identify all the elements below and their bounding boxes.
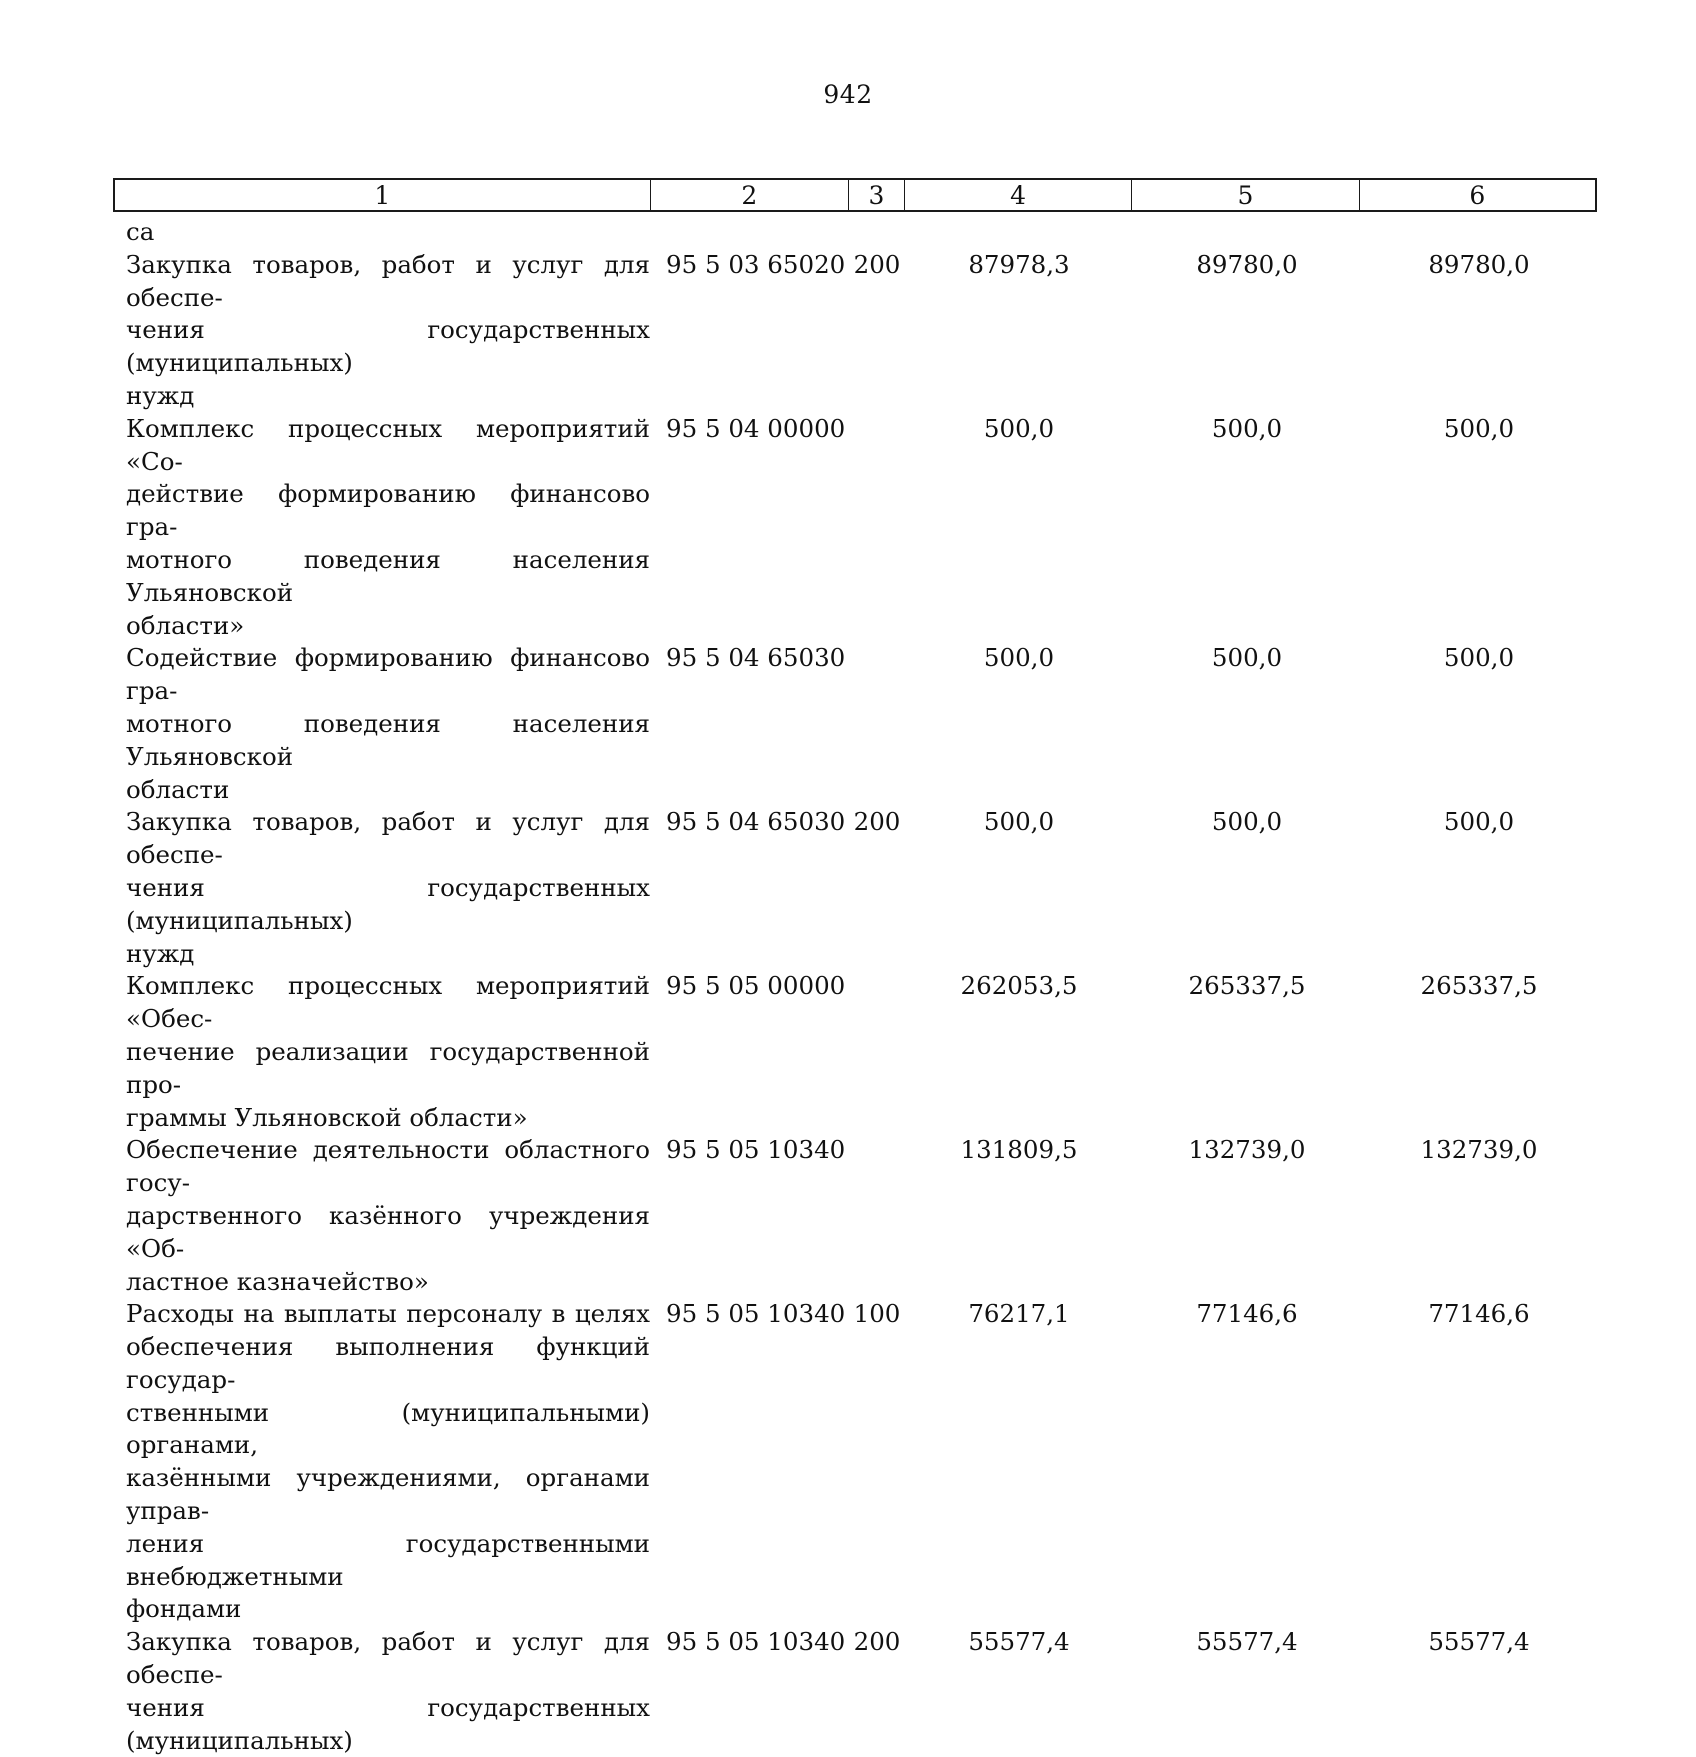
row-value-col6: 89780,0: [1428, 249, 1530, 279]
header-col-1: 1: [115, 180, 651, 210]
table-row: [113, 1626, 1597, 1757]
row-value-col4: 500,0: [983, 807, 1055, 837]
row-name-line: печение реализации государственной про-: [126, 1036, 650, 1099]
row-code: 95 5 03 65020: [666, 249, 846, 279]
table-row: [113, 249, 1597, 413]
row-value-col5: 132739,0: [1188, 1135, 1306, 1165]
row-code: 95 5 04 65030: [666, 643, 846, 673]
row-expense-type: 200: [853, 807, 901, 837]
row-expense-type: [849, 413, 905, 643]
row-code: 95 5 05 10340: [666, 1299, 846, 1329]
header-col-3: 3: [849, 180, 905, 210]
row-value-col6: 265337,5: [1420, 971, 1538, 1001]
row-name: [113, 642, 650, 806]
row-name-line: обеспечения выполнения функций государ-: [126, 1332, 650, 1394]
row-name-line: нужд: [126, 380, 195, 410]
row-value-col5: 265337,5: [1188, 971, 1306, 1001]
table-row: [113, 642, 1597, 806]
header-col-5: 5: [1132, 180, 1359, 210]
table-row: [113, 1134, 1597, 1298]
row-value-col5: 55577,4: [1196, 1627, 1298, 1657]
row-name: [113, 806, 650, 970]
row-value-col6: 77146,6: [1428, 1299, 1530, 1329]
row-expense-type: [849, 642, 905, 806]
row-code: 95 5 04 65030: [666, 807, 846, 837]
row-code: 95 5 04 00000: [666, 413, 846, 443]
header-col-6: 6: [1469, 180, 1486, 210]
row-code: 95 5 05 10340: [666, 1627, 846, 1657]
row-name-line: чения государственных (муниципальных): [126, 872, 650, 935]
row-value-col4: 500,0: [983, 643, 1055, 673]
row-name-line: Закупка товаров, работ и услуг для обеспе-: [126, 807, 650, 870]
row-value-col4: 500,0: [983, 413, 1055, 443]
row-name: [113, 1298, 650, 1626]
row-name: [113, 1134, 650, 1298]
table-row: [113, 1298, 1597, 1626]
row-expense-type: 200: [853, 1627, 901, 1657]
row-value-col4: 76217,1: [968, 1299, 1070, 1329]
row-name-line: нужд: [126, 938, 195, 968]
row-value-col4: 55577,4: [968, 1627, 1070, 1657]
row-name-line: Закупка товаров, работ и услуг для обеспе-: [126, 1627, 650, 1690]
row-code: 95 5 05 10340: [666, 1135, 846, 1165]
row-value-col6: 55577,4: [1428, 1627, 1530, 1657]
row-value-col5: 89780,0: [1196, 249, 1298, 279]
row-expense-type: [849, 1134, 905, 1298]
column-number-header: [113, 178, 1597, 212]
header-col-2: 2: [651, 180, 849, 210]
row-value-col6: 500,0: [1443, 807, 1515, 837]
row-name-line: Обеспечение деятельности областного госу-: [126, 1135, 650, 1198]
row-value-col6: 500,0: [1443, 413, 1515, 443]
row-value-col5: 500,0: [1211, 643, 1283, 673]
row-value-col4: 131809,5: [960, 1135, 1078, 1165]
row-name: [113, 413, 650, 643]
row-value-col5: 500,0: [1211, 413, 1283, 443]
row-expense-type: [849, 970, 905, 1134]
row-name-line: фондами: [126, 1594, 242, 1624]
row-value-col4: 87978,3: [968, 249, 1070, 279]
row-name-line: чения государственных (муниципальных): [126, 1692, 650, 1755]
row-code: 95 5 05 00000: [666, 971, 846, 1001]
row-value-col5: 77146,6: [1196, 1299, 1298, 1329]
row-name: [113, 249, 650, 413]
row-name-line: области: [126, 774, 230, 804]
row-name-line: ластное казначейство»: [126, 1266, 429, 1296]
header-col-4: 4: [905, 180, 1132, 210]
row-name: [113, 970, 650, 1134]
row-name-line: Закупка товаров, работ и услуг для обеспе-: [126, 249, 650, 312]
row-expense-type: 200: [853, 249, 901, 279]
row-name-line: казёнными учреждениями, органами управ-: [126, 1463, 650, 1526]
continuation-text: са: [126, 217, 155, 246]
row-name-line: Расходы на выплаты персоналу в целях: [126, 1299, 650, 1329]
row-name-line: ления государственными внебюджетными: [126, 1528, 650, 1591]
row-value-col6: 132739,0: [1420, 1135, 1538, 1165]
row-name-line: чения государственных (муниципальных): [126, 315, 650, 378]
row-name-line: области»: [126, 610, 245, 640]
row-name-line: Содействие формированию финансово гра-: [126, 643, 650, 706]
table-row: [113, 970, 1597, 1134]
row-value-col6: 500,0: [1443, 643, 1515, 673]
row-name-line: мотного поведения населения Ульяновской: [126, 544, 650, 607]
budget-table-body: [113, 216, 1597, 1757]
page-number: 942: [823, 80, 873, 109]
table-row: [113, 806, 1597, 970]
row-name-line: ственными (муниципальными) органами,: [126, 1397, 650, 1460]
row-name: [113, 1626, 650, 1757]
row-name-line: мотного поведения населения Ульяновской: [126, 708, 650, 771]
row-name-line: Комплекс процессных мероприятий «Обес-: [126, 971, 650, 1034]
row-name-line: дарственного казённого учреждения «Об-: [126, 1200, 650, 1263]
row-name-line: Комплекс процессных мероприятий «Со-: [126, 413, 650, 476]
row-name-line: действие формированию финансово гра-: [126, 479, 650, 542]
row-value-col4: 262053,5: [960, 971, 1078, 1001]
row-expense-type: 100: [853, 1299, 901, 1329]
row-name-line: граммы Ульяновской области»: [126, 1102, 528, 1132]
row-value-col5: 500,0: [1211, 807, 1283, 837]
table-row: [113, 413, 1597, 643]
